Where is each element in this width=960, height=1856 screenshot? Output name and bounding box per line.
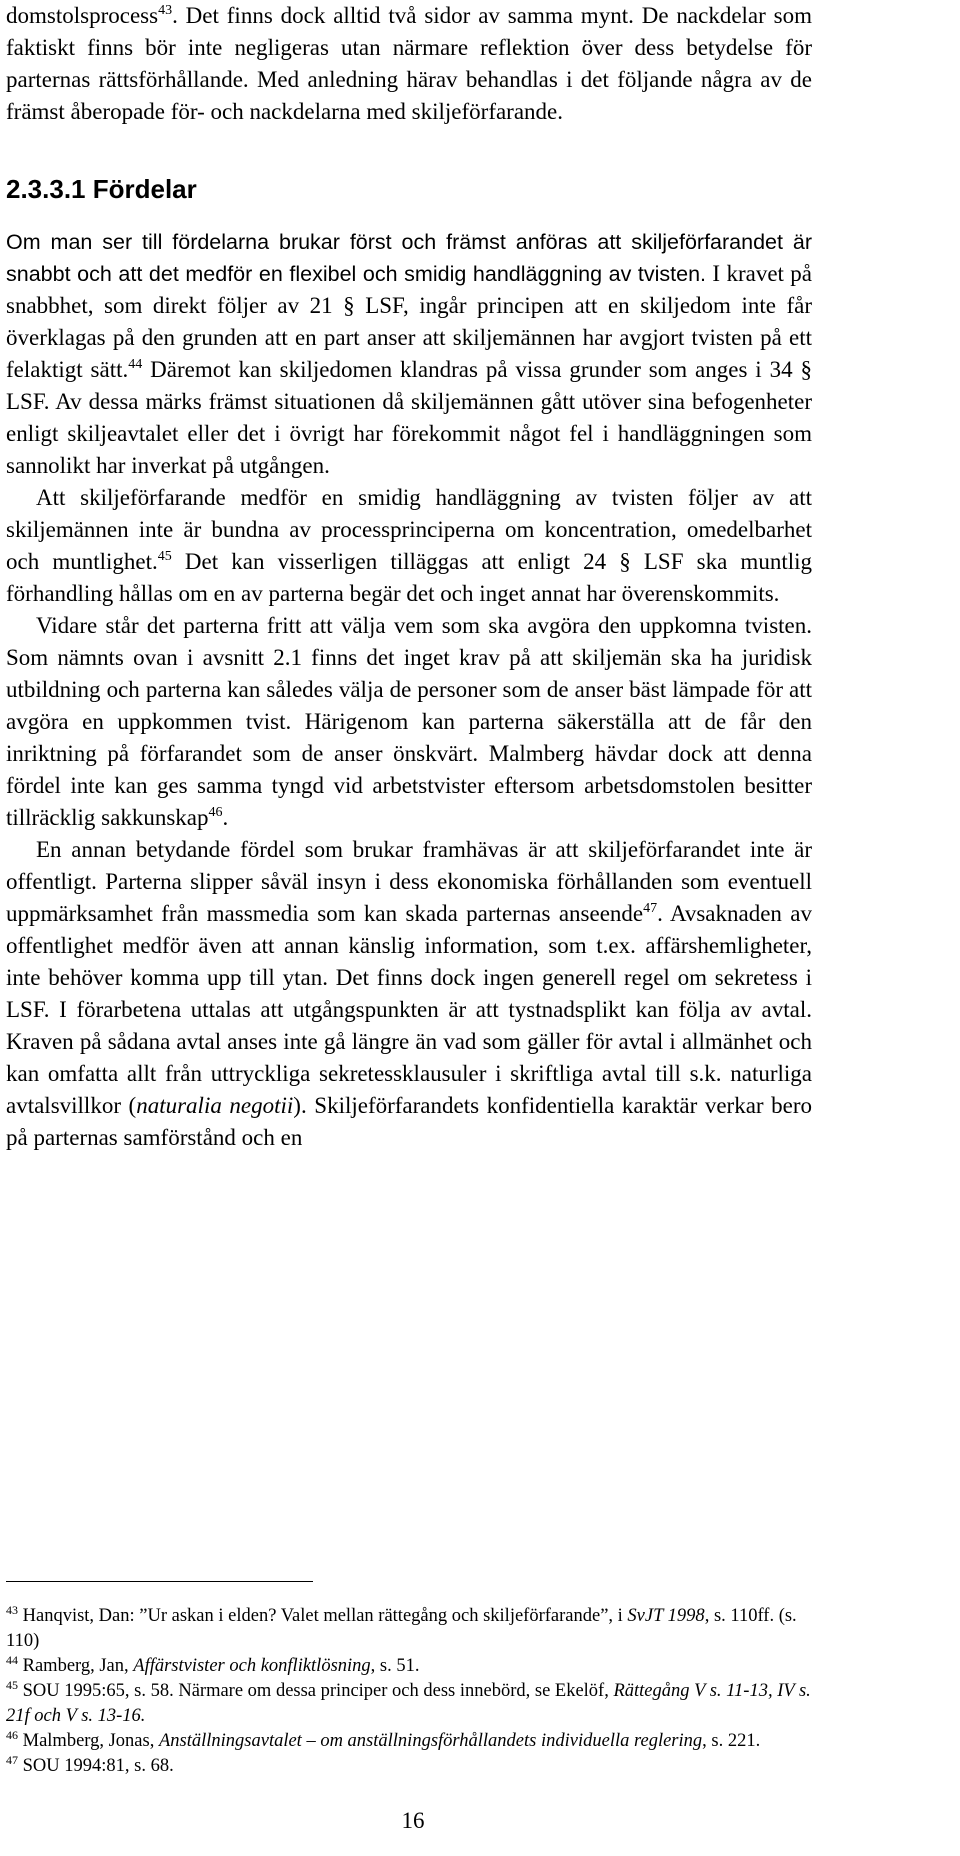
page-number: 16 [401, 1808, 425, 1833]
paragraph-4 [6, 834, 812, 1154]
footnote-45: $^{45}$ SOU 1995:65, s. 58. Närmare om dessa principer och dess innebörd, se Ekelöf, Rättegång V s. 11-13, IV s. 21f och V s. 13-16. [6, 1678, 811, 1726]
paragraph-3-text: Vidare står det parterna fritt att välja vem som ska avgöra den uppkomna tvisten. Som nämnts ovan i avsnitt 2.1 finns det inget krav på att skiljemän ska ha juridisk utbildning och parterna kan således välja de personer som de anser bäst lämpade för att avgöra en uppkommen tvist. Härigenom kan parterna säkerställa att de får den inriktning på förfarandet som de anser önskvärt. Malmberg hävdar dock att denna fördel inte kan ges samma tyngd vid arbetstvister eftersom arbetsdomstolen besitter tillräcklig sakkunskap [6, 613, 812, 830]
paragraph-1-lead: Om man ser till fördelarna brukar först och främst anföras att skiljeförfarandet är snabbt och att det medför en flexibel och smidig handläggning av tvisten. [6, 230, 812, 286]
paragraph-1 [6, 226, 812, 482]
paragraph-4-italic: naturalia negotii [136, 1093, 294, 1118]
intro-text: domstolsprocess [6, 3, 159, 28]
paragraph-3 [6, 610, 812, 834]
footnote-ref-43[interactable]: 43 [158, 3, 173, 18]
footnote-43: $^{43}$ Hanqvist, Dan: ”Ur askan i elden? Valet mellan rättegång och skiljeförfarande”, i SvJT 1998, s. 110ff. (s. 110) [6, 1603, 797, 1651]
footnote-ref-47[interactable]: 47 [643, 901, 658, 916]
paragraph-1-text: I kravet på snabbhet, som direkt följer av 21 § LSF, ingår principen att en skiljedom inte får överklagas på den grunden att en part anser att skiljemännen har avgjort tvisten på ett felaktigt sätt. [6, 261, 812, 382]
intro-text-cont: . Det finns dock alltid två sidor av samma mynt. De nackdelar som faktiskt finns bör inte negligeras utan närmare reflektion över dess betydelse för parternas rättsförhållande. Med anledning härav behandlas i det följande några av de främst åberopade för- och nackdelarna med skiljeförfarande. [6, 3, 812, 124]
paragraph-4-mid: . Avsaknaden av offentlighet medför även att annan känslig information, som t.ex. affärshemligheter, inte behöver komma upp till ytan. Det finns dock ingen generell regel om sekretess i LSF. I förarbetena uttalas att utgångspunkten är att tystnadsplikt kan följa av avtal. Kraven på sådana avtal anses inte gå längre än vad som gäller för avtal i allmänhet och kan omfatta allt från uttryckliga sekretessklausuler i skriftliga avtal till s.k. naturliga avtalsvillkor ( [6, 901, 812, 1118]
document-page [6, 0, 812, 1154]
footnote-ref-46[interactable]: 46 [208, 805, 223, 820]
section-heading: 2.3.3.1 Fördelar [6, 174, 197, 204]
footnote-ref-45[interactable]: 45 [157, 549, 172, 564]
paragraph-2-tail: Det kan visserligen tilläggas att enligt 24 § LSF ska muntlig förhandling hållas om en av parterna begär det och inget annat har överenskommits. [6, 549, 812, 606]
footnote-ref-44[interactable]: 44 [128, 357, 143, 372]
footnote-46: $^{46}$ Malmberg, Jonas, Anställningsavtalet – om anställningsförhållandets individuella reglering, s. 221. [6, 1728, 761, 1751]
paragraph-2 [6, 482, 812, 610]
footnote-separator [6, 1581, 313, 1582]
footnote-44: $^{44}$ Ramberg, Jan, Affärstvister och konfliktlösning, s. 51. [6, 1653, 420, 1676]
paragraph-1-tail: Däremot kan skiljedomen klandras på vissa grunder som anges i 34 § LSF. Av dessa märks främst situationen då skiljemännen gått utöver sina befogenheter enligt skiljeavtalet eller det i övrigt har förekommit något fel i handläggningen som sannolikt har inverkat på utgången. [6, 357, 813, 478]
footnote-47: $^{47}$ SOU 1994:81, s. 68. [6, 1753, 174, 1776]
paragraph-2-text: Att skiljeförfarande medför en smidig handläggning av tvisten följer av att skiljemännen inte är bundna av processprinciperna om koncentration, omedelbarhet och muntlighet. [6, 485, 812, 574]
intro-paragraph [6, 0, 812, 128]
paragraph-4-tail: ). Skiljeförfarandets konfidentiella karaktär verkar bero på parternas samförstånd och en [6, 1093, 813, 1150]
paragraph-3-tail: . [222, 805, 229, 830]
footnotes [6, 1581, 812, 1779]
paragraph-4-text: En annan betydande fördel som brukar framhävas är att skiljeförfarandet inte är offentligt. Parterna slipper såväl insyn i dess ekonomiska förhållanden som eventuell uppmärksamhet från massmedia som kan skada parternas anseende [6, 837, 812, 926]
